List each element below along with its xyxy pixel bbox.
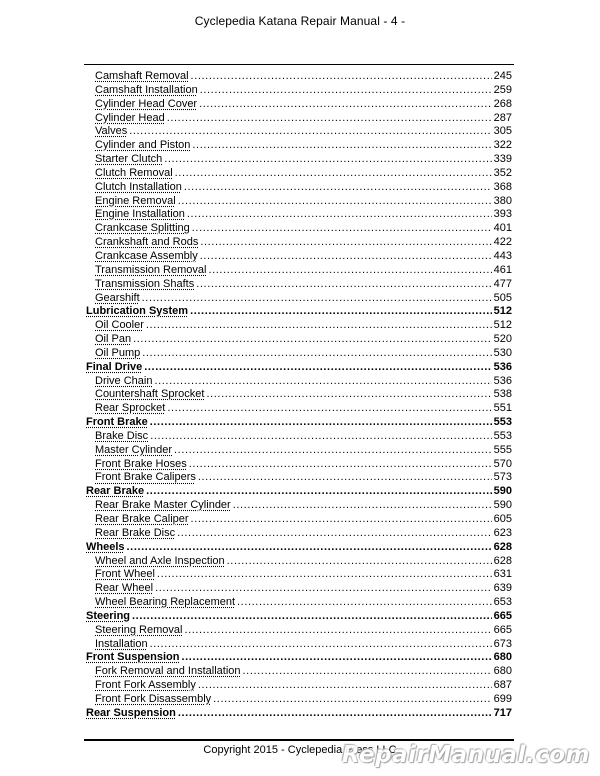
toc-entry-label: Gearshift <box>95 291 140 304</box>
toc-page-number: 628 <box>493 540 512 553</box>
toc-entry-label: Rear Wheel <box>95 582 154 595</box>
toc-entry-row[interactable] <box>86 347 512 361</box>
toc-page-number: 530 <box>493 346 512 359</box>
toc-entry-label: Cylinder Head Cover <box>95 97 198 110</box>
toc-page-number: 573 <box>493 471 512 484</box>
toc-entry-label: Engine Installation <box>95 208 185 221</box>
toc-entry-label: Front Fork Assembly <box>95 679 196 692</box>
toc-entry-label: Cylinder Head <box>95 111 165 124</box>
bottom-divider <box>84 739 514 741</box>
toc-dot-leader <box>129 125 491 139</box>
toc-entry-row[interactable] <box>86 250 512 264</box>
toc-entry-label: Crankshaft and Rods <box>95 236 199 249</box>
toc-entry-row[interactable] <box>86 98 512 112</box>
toc-entry-label: Wheel Bearing Replacement <box>95 596 236 609</box>
toc-dot-leader <box>192 139 491 153</box>
toc-entry-label: Starter Clutch <box>95 153 163 166</box>
toc-page-number: 623 <box>493 526 512 539</box>
toc-entry-label: Final Drive <box>86 360 143 373</box>
toc-dot-leader <box>233 499 492 513</box>
toc-entry-label: Transmission Shafts <box>95 277 195 290</box>
toc-page-number: 717 <box>493 706 512 719</box>
toc-page-number: 665 <box>493 609 512 622</box>
toc-section-row[interactable] <box>86 485 512 499</box>
toc-dot-leader <box>177 527 492 541</box>
toc-dot-leader <box>182 651 492 665</box>
toc-page-number: 512 <box>493 305 512 318</box>
toc-page-number: 287 <box>493 111 512 124</box>
toc-entry-label: Drive Chain <box>95 374 153 387</box>
toc-page-number: 259 <box>493 83 512 96</box>
toc-dot-leader <box>191 70 492 84</box>
toc-page-number: 653 <box>493 596 512 609</box>
toc-entry-label: Clutch Removal <box>95 166 173 179</box>
toc-page-number: 673 <box>493 637 512 650</box>
toc-dot-leader <box>200 236 491 250</box>
toc-dot-leader <box>167 112 492 126</box>
toc-entry-row[interactable] <box>86 430 512 444</box>
toc-page-number: 665 <box>493 623 512 636</box>
toc-page-number: 322 <box>493 139 512 152</box>
toc-entry-label: Countershaft Sprocket <box>95 388 205 401</box>
toc-dot-leader <box>155 582 492 596</box>
toc-entry-row[interactable] <box>86 84 512 98</box>
toc-entry-label: Brake Disc <box>95 429 149 442</box>
toc-dot-leader <box>200 84 492 98</box>
toc-dot-leader <box>146 319 492 333</box>
toc-dot-leader <box>191 513 492 527</box>
toc-entry-label: Front Brake Calipers <box>95 471 196 484</box>
toc-page-number: 245 <box>493 70 512 82</box>
toc-dot-leader <box>154 375 491 389</box>
toc-entry-row[interactable] <box>86 388 512 402</box>
toc-entry-row[interactable] <box>86 499 512 513</box>
toc-page-number: 305 <box>493 125 512 138</box>
toc-dot-leader <box>213 693 492 707</box>
toc-entry-row[interactable] <box>86 527 512 541</box>
toc-dot-leader <box>150 638 492 652</box>
toc-entry-row[interactable] <box>86 582 512 596</box>
toc-page-number: 699 <box>493 692 512 705</box>
toc-entry-row[interactable] <box>86 624 512 638</box>
toc-entry-label: Master Cylinder <box>95 443 173 456</box>
toc-entry-label: Steering <box>86 609 131 622</box>
toc-entry-label: Rear Sprocket <box>95 402 166 415</box>
toc-page-number: 553 <box>493 416 512 429</box>
toc-dot-leader <box>200 250 492 264</box>
toc-entry-row[interactable] <box>86 112 512 126</box>
toc-page-number: 536 <box>493 360 512 373</box>
toc-entry-label: Front Fork Disassembly <box>95 692 212 705</box>
toc-dot-leader <box>142 347 491 361</box>
toc-entry-label: Camshaft Removal <box>95 70 189 82</box>
toc-page-number: 590 <box>493 485 512 498</box>
toc-entry-label: Engine Removal <box>95 194 176 207</box>
toc-dot-leader <box>198 471 492 485</box>
toc-page-number: 590 <box>493 499 512 512</box>
toc-page-number: 443 <box>493 249 512 262</box>
toc-page-number: 680 <box>493 665 512 678</box>
toc-entry-row[interactable] <box>86 458 512 472</box>
toc-page-number: 268 <box>493 97 512 110</box>
toc-entry-label: Fork Removal and Installation <box>95 665 241 678</box>
toc-entry-label: Clutch Installation <box>95 180 182 193</box>
toc-section-row[interactable] <box>86 541 512 555</box>
toc-entry-label: Rear Brake <box>86 485 145 498</box>
toc-page-number: 538 <box>493 388 512 401</box>
toc-entry-row[interactable] <box>86 638 512 652</box>
toc-entry-row[interactable] <box>86 236 512 250</box>
toc-entry-label: Front Brake Hoses <box>95 457 187 470</box>
table-of-contents <box>86 70 512 721</box>
toc-entry-label: Crankcase Splitting <box>95 222 190 235</box>
toc-page-number: 551 <box>493 402 512 415</box>
toc-entry-label: Front Wheel <box>95 568 155 581</box>
toc-dot-leader <box>174 444 492 458</box>
toc-section-row[interactable] <box>86 651 512 665</box>
toc-dot-leader <box>146 485 492 499</box>
toc-entry-label: Camshaft Installation <box>95 83 198 96</box>
top-divider <box>84 64 514 65</box>
toc-section-row[interactable] <box>86 416 512 430</box>
toc-section-row[interactable] <box>86 305 512 319</box>
toc-entry-label: Steering Removal <box>95 623 183 636</box>
toc-dot-leader <box>190 305 492 319</box>
toc-page-number: 605 <box>493 513 512 525</box>
toc-entry-label: Rear Brake Caliper <box>95 513 189 525</box>
toc-entry-row[interactable] <box>86 139 512 153</box>
toc-entry-label: Front Brake <box>86 416 148 429</box>
toc-page-number: 352 <box>493 166 512 179</box>
toc-dot-leader <box>192 222 492 236</box>
toc-entry-row[interactable] <box>86 665 512 679</box>
toc-dot-leader <box>206 388 491 402</box>
toc-page-number: 422 <box>493 236 512 249</box>
toc-dot-leader <box>198 679 492 693</box>
toc-page-number: 555 <box>493 443 512 456</box>
toc-page-number: 570 <box>493 457 512 470</box>
toc-dot-leader <box>199 98 492 112</box>
toc-entry-row[interactable] <box>86 333 512 347</box>
page-header: Cyclepedia Katana Repair Manual - 4 - <box>194 14 406 28</box>
toc-entry-row[interactable] <box>86 222 512 236</box>
toc-entry-label: Oil Pump <box>95 346 141 359</box>
toc-dot-leader <box>144 361 491 375</box>
toc-section-row[interactable] <box>86 361 512 375</box>
toc-entry-row[interactable] <box>86 125 512 139</box>
toc-entry-label: Lubrication System <box>86 305 189 318</box>
toc-dot-leader <box>127 541 492 555</box>
toc-section-row[interactable] <box>86 707 512 721</box>
toc-entry-row[interactable] <box>86 444 512 458</box>
toc-entry-row[interactable] <box>86 292 512 306</box>
toc-page-number: 687 <box>493 679 512 692</box>
toc-entry-label: Installation <box>95 637 148 650</box>
toc-entry-row[interactable] <box>86 693 512 707</box>
toc-dot-leader <box>243 665 492 679</box>
toc-dot-leader <box>237 596 492 610</box>
toc-entry-row[interactable] <box>86 208 512 222</box>
toc-entry-row[interactable] <box>86 278 512 292</box>
toc-dot-leader <box>164 153 491 167</box>
toc-page-number: 477 <box>493 277 512 290</box>
toc-page-number: 512 <box>493 319 512 332</box>
toc-page-number: 461 <box>493 263 512 276</box>
toc-entry-row[interactable] <box>86 596 512 610</box>
toc-dot-leader <box>178 195 492 209</box>
toc-entry-row[interactable] <box>86 568 512 582</box>
toc-entry-label: Cylinder and Piston <box>95 139 191 152</box>
toc-dot-leader <box>150 416 492 430</box>
toc-entry-row[interactable] <box>86 375 512 389</box>
toc-dot-leader <box>196 278 491 292</box>
toc-page-number: 380 <box>493 194 512 207</box>
toc-dot-leader <box>184 181 492 195</box>
toc-entry-row[interactable] <box>86 679 512 693</box>
toc-entry-label: Rear Suspension <box>86 706 176 719</box>
toc-entry-row[interactable] <box>86 153 512 167</box>
toc-entry-label: Wheels <box>86 540 125 553</box>
toc-entry-label: Wheel and Axle Inspection <box>95 554 225 567</box>
toc-section-row[interactable] <box>86 610 512 624</box>
toc-dot-leader <box>157 568 492 582</box>
toc-dot-leader <box>142 292 492 306</box>
toc-dot-leader <box>132 610 492 624</box>
toc-entry-row[interactable] <box>86 555 512 569</box>
toc-page-number: 505 <box>493 291 512 304</box>
toc-page-number: 339 <box>493 153 512 166</box>
toc-entry-row[interactable] <box>86 319 512 333</box>
toc-page-number: 368 <box>493 180 512 193</box>
footer-copyright: Copyright 2015 - Cyclepedia Press LLC <box>203 744 397 756</box>
toc-entry-row[interactable] <box>86 513 512 527</box>
toc-entry-row[interactable] <box>86 167 512 181</box>
toc-page-number: 520 <box>493 333 512 346</box>
toc-page-number: 680 <box>493 651 512 664</box>
toc-page-number: 628 <box>493 554 512 567</box>
toc-page-number: 536 <box>493 374 512 387</box>
toc-entry-label: Front Suspension <box>86 651 180 664</box>
toc-entry-row[interactable] <box>86 471 512 485</box>
toc-page-number: 631 <box>493 568 512 581</box>
toc-entry-row[interactable] <box>86 181 512 195</box>
toc-dot-leader <box>150 430 491 444</box>
toc-dot-leader <box>133 333 492 347</box>
toc-dot-leader <box>187 208 492 222</box>
toc-entry-row[interactable] <box>86 70 512 84</box>
toc-entry-label: Rear Brake Disc <box>95 526 176 539</box>
toc-entry-row[interactable] <box>86 195 512 209</box>
toc-entry-label: Oil Cooler <box>95 319 144 332</box>
toc-entry-row[interactable] <box>86 402 512 416</box>
toc-dot-leader <box>184 624 491 638</box>
toc-entry-label: Rear Brake Master Cylinder <box>95 499 231 512</box>
toc-dot-leader <box>178 707 492 721</box>
toc-dot-leader <box>189 458 492 472</box>
toc-entry-row[interactable] <box>86 264 512 278</box>
toc-page-number: 553 <box>493 429 512 442</box>
toc-entry-label: Valves <box>95 125 128 138</box>
toc-entry-label: Transmission Removal <box>95 263 207 276</box>
toc-dot-leader <box>167 402 491 416</box>
watermark-logo: RepairManual.com <box>341 742 590 768</box>
toc-dot-leader <box>175 167 492 181</box>
toc-dot-leader <box>208 264 491 278</box>
toc-page-number: 639 <box>493 582 512 595</box>
toc-dot-leader <box>227 555 492 569</box>
toc-page-number: 401 <box>493 222 512 235</box>
toc-entry-label: Crankcase Assembly <box>95 249 198 262</box>
toc-entry-label: Oil Pan <box>95 333 132 346</box>
toc-page-number: 393 <box>493 208 512 221</box>
